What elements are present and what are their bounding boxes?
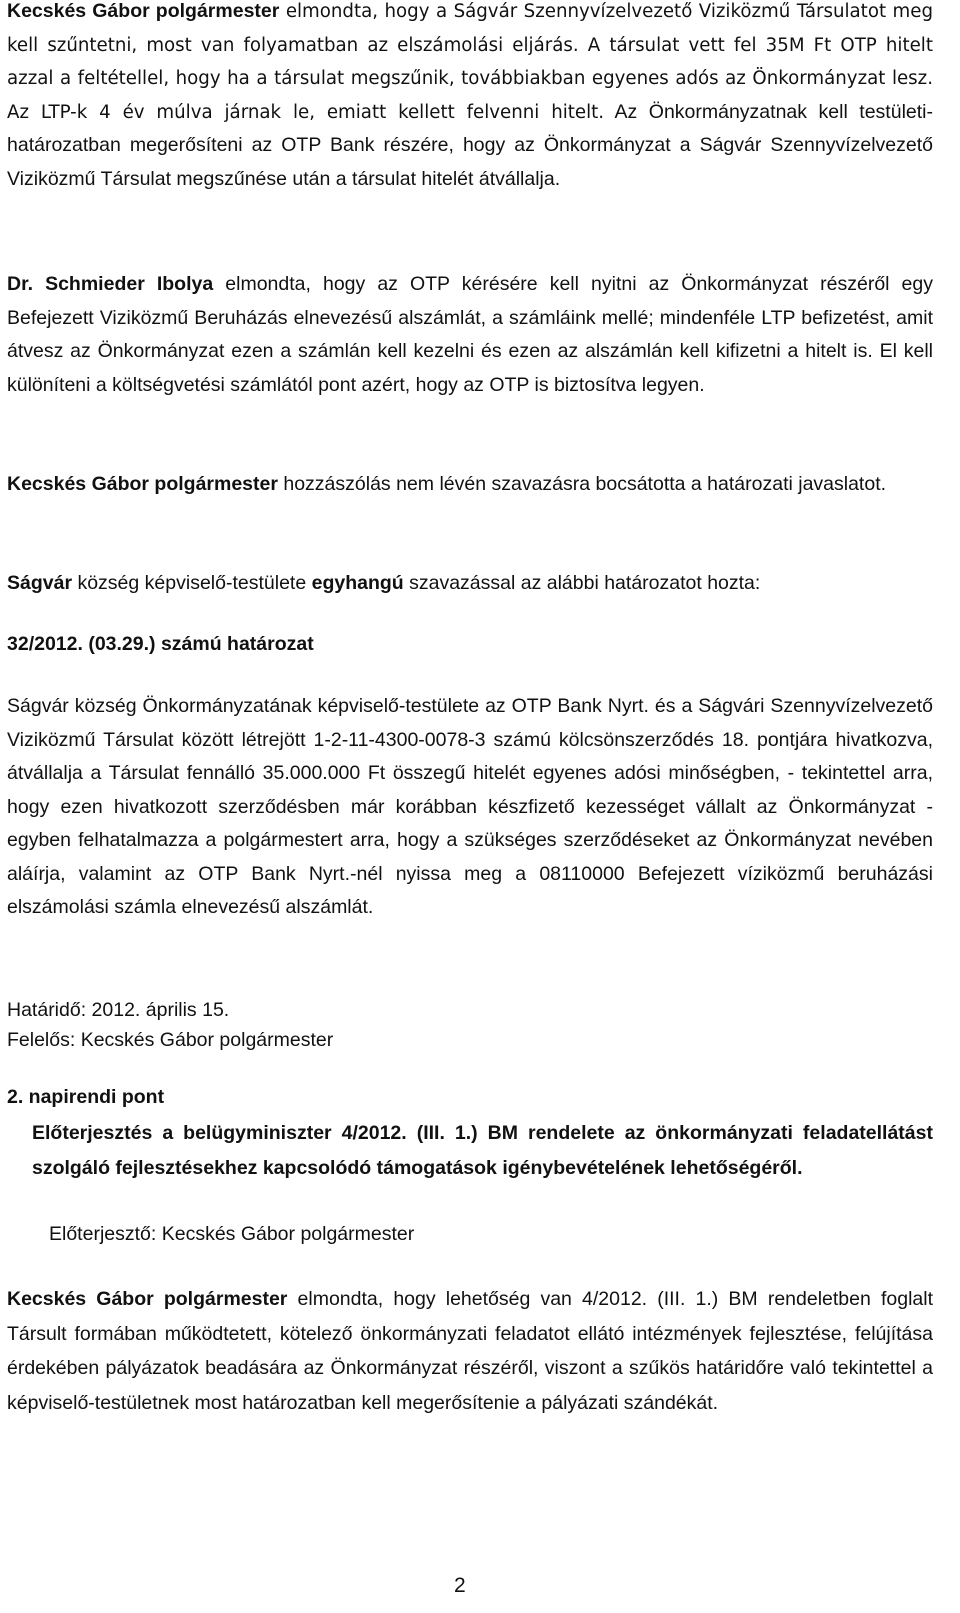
speaker-name: Kecskés Gábor polgármester — [7, 473, 278, 495]
speaker-name: Dr. Schmieder Ibolya — [7, 273, 214, 295]
agenda-item-heading: 2. napirendi pont — [7, 1086, 165, 1108]
paragraph-text: község képviselő-testülete — [72, 572, 312, 594]
paragraph-text: hozzászólás nem lévén szavazásra bocsátotta a határozati javaslatot. — [277, 473, 887, 495]
speaker-name: Kecskés Gábor polgármester — [7, 0, 280, 22]
paragraph-schmieder-statement — [7, 268, 933, 402]
paragraph-mayor-statement-2 — [7, 1282, 933, 1420]
agenda-item-presenter: Előterjesztő: Kecskés Gábor polgármester — [49, 1223, 415, 1245]
place-name: Ságvár — [7, 572, 73, 594]
speaker-name: Kecskés Gábor polgármester — [7, 1288, 288, 1310]
resolution-title: 32/2012. (03.29.) számú határozat — [7, 633, 314, 655]
paragraph-text: Az Önkormányzatnak kell testületi-határozatban megerősíteni az OTP Bank részére, hogy az Önkormányzat a Ságvár Szennyvízelvezető Viziközmű Társulat megszűnése után a társulat hitelét átvállalja. — [7, 100, 933, 190]
resolution-body: Ságvár község Önkormányzatának képviselő-testülete az OTP Bank Nyrt. és a Ságvári Szennyvízelvezető Viziközmű Társulat között létrejött 1-2-11-4300-0078-3 számú kölcsönszerződés 18. pontjára hivatkozva, átvállalja a Társulat fennálló 35.000.000 Ft összegű hitelét egyenes adósi minőségben, - tekintettel arra, hogy ezen hivatkozott szerződésben már korábban készfizető kezességet vállalt az Önkormányzat - egyben felhatalmazza a polgármestert arra, hogy a szükséges szerződéseket az Önkormányzat nevében aláírja, valamint az OTP Bank Nyrt.-nél nyissa meg a 08110000 Befejezett víziközmű beruházási elszámolási számla elnevezésű alszámlát. — [7, 695, 933, 918]
paragraph-text: elmondta, hogy lehetőség van 4/2012. (III. 1.) BM rendeletben foglalt Társult formában működtetett, kötelező önkormányzati feladatot ellátó intézmények fejlesztése, felújítása érdekében pályázatok beadására az Önkormányzat részéről, viszont a szűkös határidőre való tekintettel a képviselő-testületnek most határozatban kell megerősítenie a pályázati szándékát. — [7, 1288, 933, 1414]
paragraph-mayor-vote-call — [7, 468, 933, 502]
page-number: 2 — [454, 1574, 466, 1597]
paragraph-mayor-statement-1 — [7, 0, 933, 196]
paragraph-text: elmondta, hogy az OTP kérésére kell nyitni az Önkormányzat részéről egy Befejezett Viziközmű Beruházás elnevezésű alszámlát, a számláink mellé; mindenféle LTP befizetést, amit átvesz az Önkormányzat ezen a számlán kell kezelni és ezen az alszámlán kell kifizetni a hitelt is. El kell különíteni a költségvetési számlától pont azért, hogy az OTP is biztosítva legyen. — [7, 273, 933, 396]
agenda-item-title: Előterjesztés a belügyminiszter 4/2012. (III. 1.) BM rendelete az önkormányzati feladatellátást szolgáló fejlesztésekhez kapcsolódó támogatások igénybevételének lehetőségéről. — [32, 1122, 933, 1179]
resolution-responsible: Felelős: Kecskés Gábor polgármester — [7, 1029, 334, 1051]
paragraph-text: elmondta, hogy a Ságvár Szennyvízelvezető Viziközmű Társulatot meg kell szűntetni, most van folyamatban az elszámolási eljárás. A társulat vett fel 35M Ft OTP hitelt azzal a feltétellel, hogy ha a társulat megszűnik, továbbiakban egyenes adós az Önkormányzat lesz. Az LTP-k 4 év múlva járnak le, emiatt kellett felvenni hitelt. — [7, 1, 933, 123]
resolution-deadline: Határidő: 2012. április 15. — [7, 999, 230, 1021]
vote-type: egyhangú — [311, 572, 404, 594]
vote-result-line — [7, 567, 933, 601]
paragraph-text: szavazással az alábbi határozatot hozta: — [403, 572, 761, 594]
